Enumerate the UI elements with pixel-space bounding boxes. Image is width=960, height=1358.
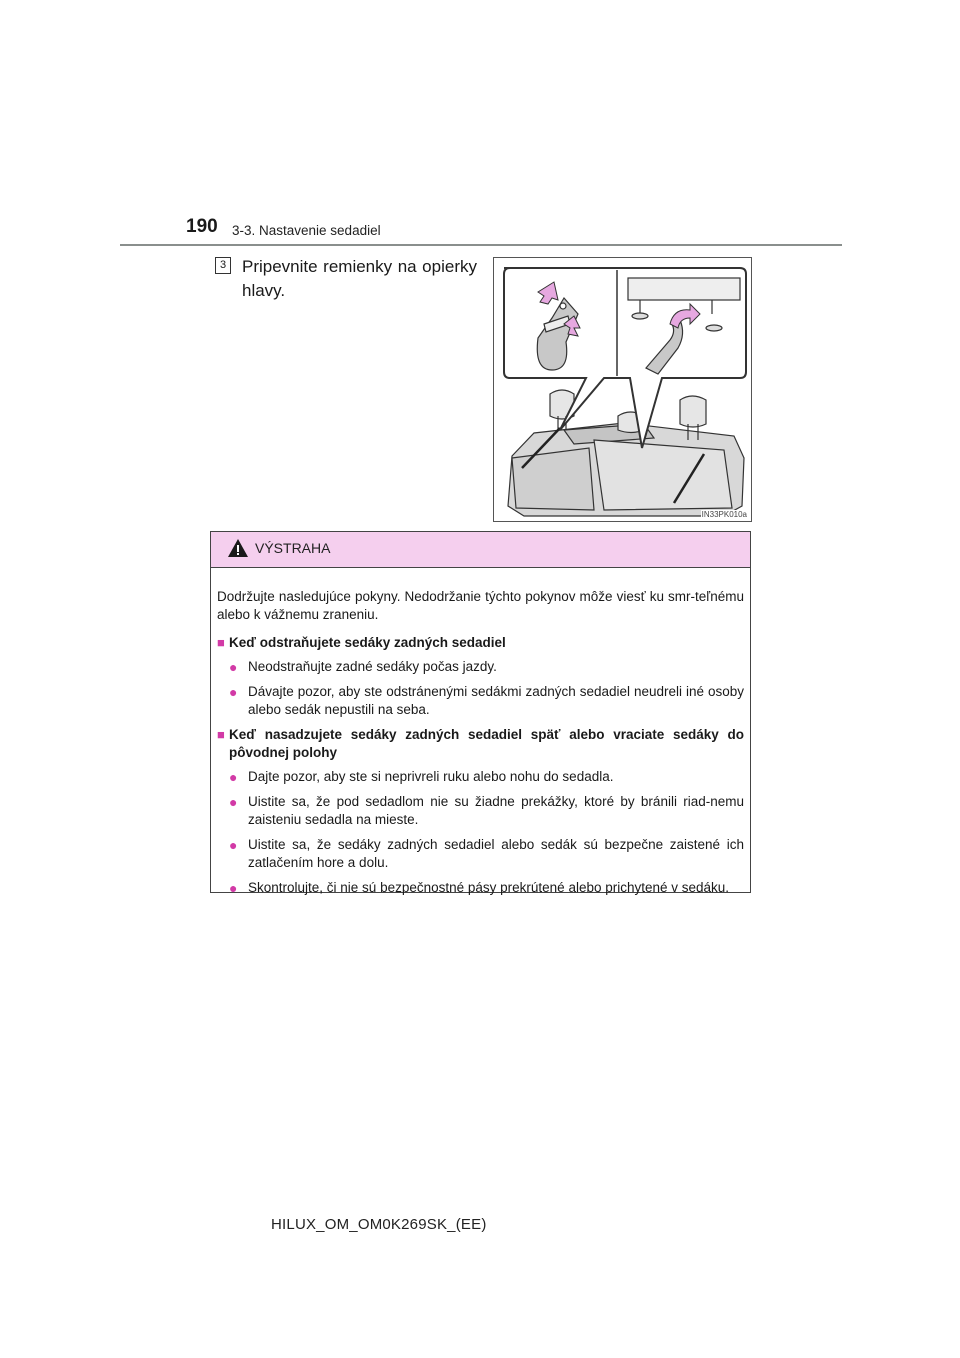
page-number: 190 — [186, 216, 218, 237]
warning-item-text: Skontrolujte, či nie sú bezpečnostné pásy prekrútené alebo prichytené v sedáku. — [248, 880, 730, 895]
warning-item-text: Uistite sa, že pod sedadlom nie su žiadne prekážky, ktoré by bránili riad-nemu zaisteniu sedadla na mieste. — [248, 794, 744, 827]
header-divider — [120, 244, 842, 246]
warning-section-heading — [217, 634, 744, 652]
warning-item — [217, 768, 744, 786]
circle-bullet-icon: ● — [229, 769, 238, 785]
circle-bullet-icon: ● — [229, 837, 238, 853]
warning-title: VÝSTRAHA — [255, 540, 331, 556]
warning-section-heading — [217, 726, 744, 762]
figure-id: IN33PK010a — [701, 510, 747, 519]
warning-item-text: Neodstraňujte zadné sedáky počas jazdy. — [248, 659, 497, 674]
section-title: 3-3. Nastavenie sedadiel — [232, 223, 381, 238]
warning-intro: Dodržujte nasledujúce pokyny. Nedodržanie týchto pokynov môže viesť ku smr-teľnému alebo k vážnemu zraneniu. — [217, 589, 744, 622]
seat-headrest-strap-illustration — [494, 258, 751, 521]
warning-item — [217, 793, 744, 829]
warning-item-text: Dávajte pozor, aby ste odstránenými sedákmi zadných sedadiel neudreli iné osoby alebo sedák nepustili na seba. — [248, 684, 744, 717]
circle-bullet-icon: ● — [229, 659, 238, 675]
step-number-box: 3 — [215, 257, 231, 274]
warning-item — [217, 683, 744, 719]
warning-header — [211, 532, 750, 568]
circle-bullet-icon: ● — [229, 684, 238, 700]
document-code: HILUX_OM_OM0K269SK_(EE) — [271, 1216, 487, 1233]
warning-item — [217, 836, 744, 872]
square-bullet-icon: ■ — [217, 635, 225, 650]
warning-item-text: Dajte pozor, aby ste si neprivreli ruku alebo nohu do sedadla. — [248, 769, 614, 784]
step-instruction: Pripevnite remienky na opierky hlavy. — [242, 257, 477, 300]
warning-section-heading-text: Keď odstraňujete sedáky zadných sedadiel — [229, 635, 506, 650]
warning-body — [211, 568, 750, 897]
headrest-strap-figure — [493, 257, 752, 522]
warning-box — [210, 531, 751, 896]
warning-item-text: Uistite sa, že sedáky zadných sedadiel alebo sedák sú bezpečne zaistené ich zatlačením hore a dolu. — [248, 837, 744, 870]
warning-item — [217, 658, 744, 676]
warning-section-heading-text: Keď nasadzujete sedáky zadných sedadiel späť alebo vraciate sedáky do pôvodnej polohy — [229, 727, 744, 760]
warning-item — [217, 879, 744, 897]
circle-bullet-icon: ● — [229, 794, 238, 810]
warning-triangle-icon — [227, 538, 249, 558]
circle-bullet-icon: ● — [229, 880, 238, 896]
square-bullet-icon: ■ — [217, 727, 225, 742]
